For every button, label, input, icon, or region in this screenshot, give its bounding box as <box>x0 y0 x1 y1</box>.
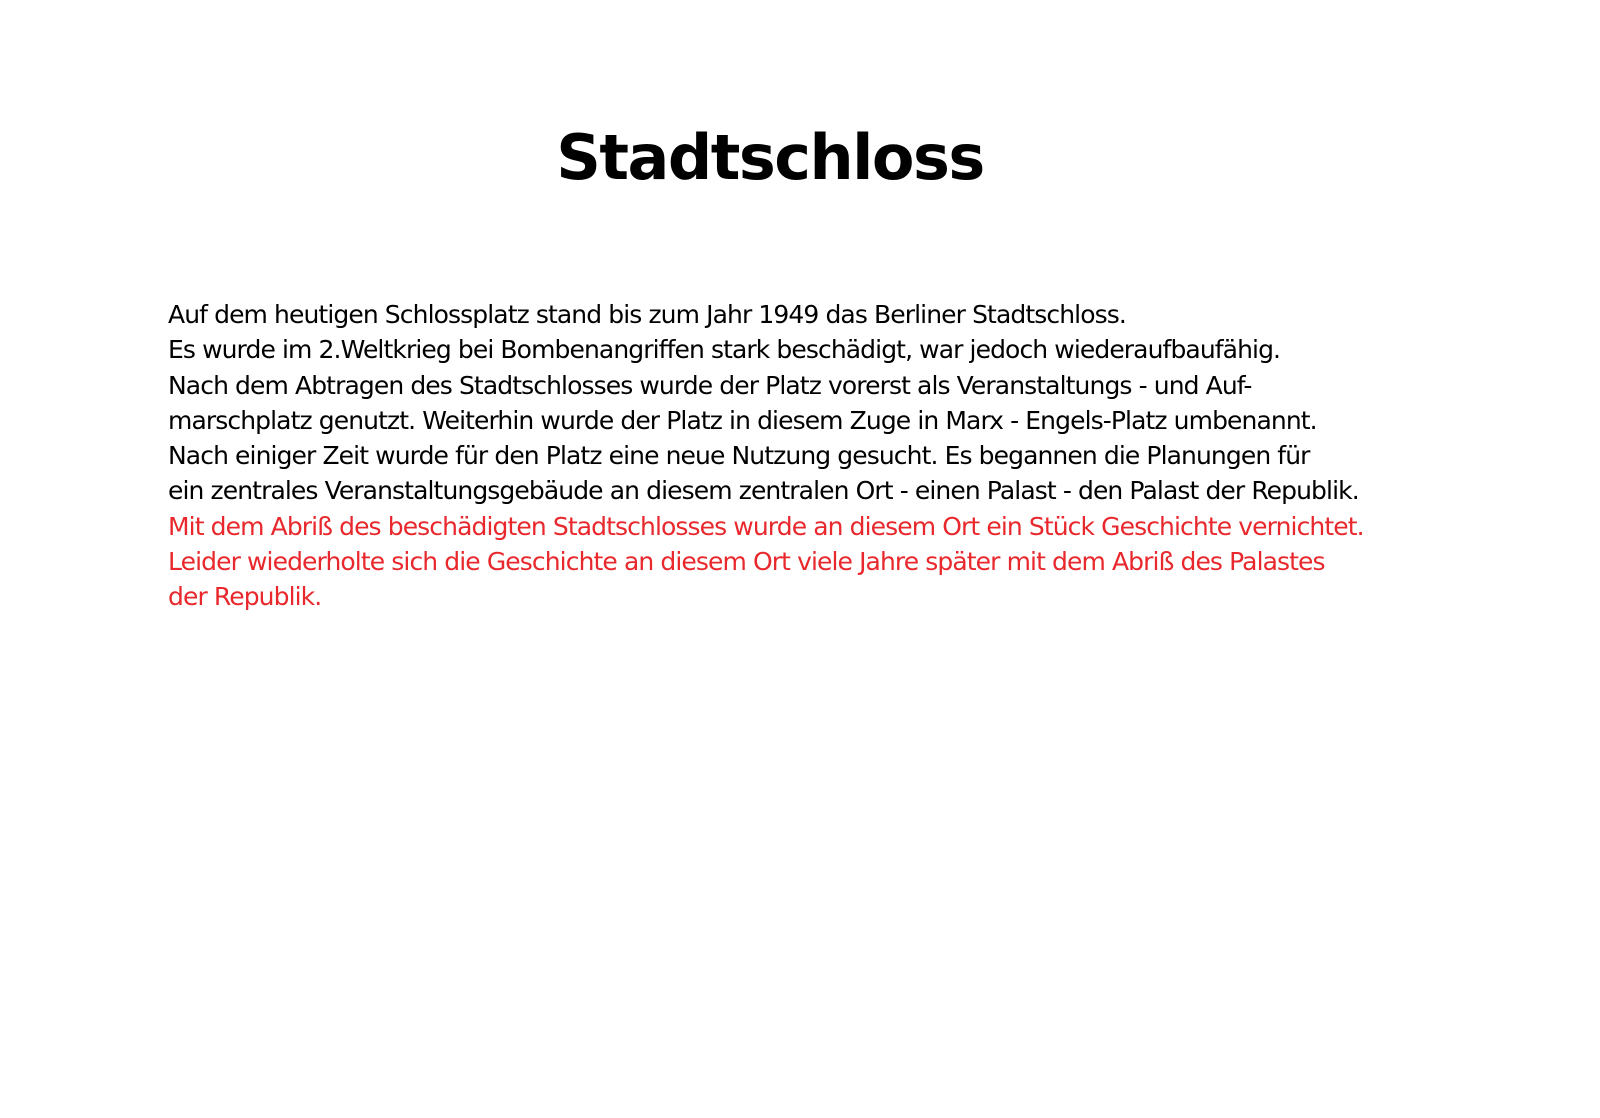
text-line: Es wurde im 2.Weltkrieg bei Bombenangriffen stark beschädigt, war jedoch wiederaufbaufähig. <box>168 335 1281 365</box>
text-line: Auf dem heutigen Schlossplatz stand bis zum Jahr 1949 das Berliner Stadtschloss. <box>168 300 1126 329</box>
text-line: Nach einiger Zeit wurde für den Platz eine neue Nutzung gesucht. Es begannen die Planungen für <box>168 441 1310 471</box>
text-line: ein zentrales Veranstaltungsgebäude an diesem zentralen Ort - einen Palast - den Palast der Republik. <box>168 476 1359 506</box>
highlight-text-line: Mit dem Abriß des beschädigten Stadtschlosses wurde an diesem Ort ein Stück Geschichte vernichtet. <box>168 511 1364 541</box>
text-line: Nach dem Abtragen des Stadtschlosses wurde der Platz vorerst als Veranstaltungs - und Auf- <box>168 370 1252 400</box>
text-line: marschplatz genutzt. Weiterhin wurde der Platz in diesem Zuge in Marx - Engels-Platz umbenannt. <box>168 405 1317 435</box>
highlight-text-line: der Republik. <box>168 582 322 612</box>
body-text <box>168 297 1588 615</box>
page-title: Stadtschloss <box>556 121 984 194</box>
highlight-text-line: Leider wiederholte sich die Geschichte an diesem Ort viele Jahre später mit dem Abriß des Palastes <box>168 547 1325 577</box>
